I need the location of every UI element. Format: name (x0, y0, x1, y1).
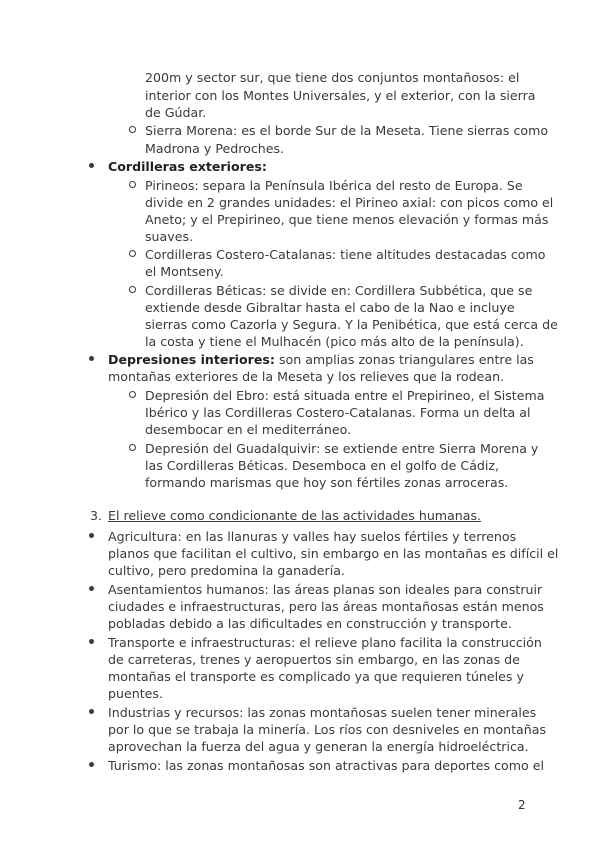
text-line: Asentamientos humanos: las áreas planas son ideales para construir (108, 582, 543, 597)
disc-bullet-icon (87, 760, 97, 770)
text-line: divide en 2 grandes unidades: el Pirineo axial: con picos como el (145, 195, 554, 210)
text-line: interior con los Montes Universales, y el exterior, con la sierra (145, 88, 536, 103)
text-line: puentes. (108, 686, 163, 701)
text-line: las Cordilleras Béticas. Desemboca en el golfo de Cádiz, (145, 458, 500, 473)
text-line: de Gúdar. (145, 105, 207, 120)
text-line: planos que facilitan el cultivo, sin embargo en las montañas es difícil el (108, 546, 559, 561)
text-line: Depresión del Guadalquivir: se extiende entre Sierra Morena y (145, 441, 539, 456)
text-line: Ibérico y las Cordilleras Costero-Catalanas. Forma un delta al (145, 405, 531, 420)
text-line: el Montseny. (145, 264, 224, 279)
text-line: Agricultura: en las llanuras y valles hay suelos fértiles y terrenos (108, 529, 517, 544)
text-line: cultivo, pero predomina la ganadería. (108, 563, 345, 578)
text-line: de carreteras, trenes y aeropuertos sin embargo, en las zonas de (108, 652, 520, 667)
text-line: desembocar en el mediterráneo. (145, 422, 352, 437)
text-line: Industrias y recursos: las zonas montañosas suelen tener minerales (108, 705, 537, 720)
text-line: Madrona y Pedroches. (145, 141, 285, 156)
text-line: aprovechan la fuerza del agua y generan la energía hidroeléctrica. (108, 739, 529, 754)
text-line (108, 351, 540, 369)
text-line: Cordilleras Costero-Catalanas: tiene altitudes destacadas como (145, 247, 546, 262)
text-line: 200m y sector sur, que tiene dos conjuntos montañosos: el (145, 70, 520, 85)
text-line: Depresión del Ebro: está situada entre el Prepirineo, el Sistema (145, 388, 545, 403)
section-title: El relieve como condicionante de las actividades humanas. (108, 508, 482, 523)
section-heading: Depresiones interiores: (108, 352, 275, 367)
circle-bullet-icon (128, 443, 138, 453)
circle-bullet-icon (128, 390, 138, 400)
disc-bullet-icon (87, 584, 97, 594)
disc-bullet-icon (87, 161, 97, 171)
text-line: Aneto; y el Prepirineo, que tiene menos elevación y formas más (145, 212, 549, 227)
text-line: Cordilleras Béticas: se divide en: Cordillera Subbética, que se (145, 283, 533, 298)
text-line: Turismo: las zonas montañosas son atractivas para deportes como el (108, 758, 544, 773)
circle-bullet-icon (128, 180, 138, 190)
circle-bullet-icon (128, 125, 138, 135)
circle-bullet-icon (128, 285, 138, 295)
text-line: la costa y tiene el Mulhacén (pico más alto de la península). (145, 334, 524, 349)
disc-bullet-icon (87, 354, 97, 364)
disc-bullet-icon (87, 707, 97, 717)
text-line: por lo que se trabaja la minería. Los ríos con desniveles en montañas (108, 722, 547, 737)
text-line: Transporte e infraestructuras: el relieve plano facilita la construcción (108, 635, 542, 650)
page-number: 2 (518, 798, 526, 812)
disc-bullet-icon (87, 637, 97, 647)
text-line: Sierra Morena: es el borde Sur de la Meseta. Tiene sierras como (145, 123, 549, 138)
text-line: montañas exteriores de la Meseta y los relieves que la rodean. (108, 369, 505, 384)
text-fragment: son amplias zonas triangulares entre las (274, 352, 534, 367)
disc-bullet-icon (87, 531, 97, 541)
section-number: 3. (90, 508, 103, 523)
text-line: formando marismas que hoy son fértiles zonas arroceras. (145, 475, 509, 490)
circle-bullet-icon (128, 249, 138, 259)
text-line: pobladas debido a las dificultades en construcción y transporte. (108, 616, 512, 631)
section-heading: Cordilleras exteriores: (108, 159, 267, 174)
text-line: sierras como Cazorla y Segura. Y la Penibética, que está cerca de (145, 317, 558, 332)
text-line: extiende desde Gibraltar hasta el cabo de la Nao e incluye (145, 300, 515, 315)
text-line: montañas el transporte es complicado ya que requieren túneles y (108, 669, 524, 684)
text-line: Pirineos: separa la Península Ibérica del resto de Europa. Se (145, 178, 523, 193)
text-line: ciudades e infraestructuras, pero las áreas montañosas están menos (108, 599, 544, 614)
text-line: suaves. (145, 229, 194, 244)
